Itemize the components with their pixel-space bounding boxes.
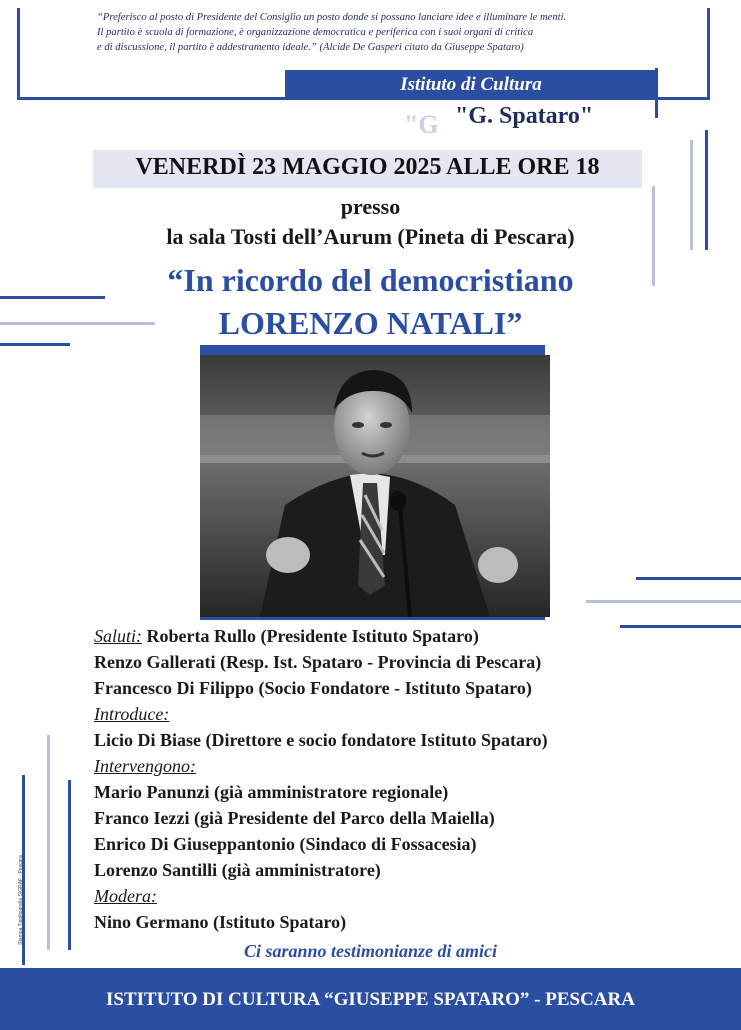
decor-line: [68, 780, 71, 950]
intervengono-label: Intervengono:: [94, 756, 196, 776]
saluti-row: [94, 624, 714, 648]
speaker: Lorenzo Santilli (già amministratore): [94, 860, 381, 880]
quote-line: “Preferisco al posto di Presidente del Consiglio un posto donde si possano lanciare idee e illuminare le menti.: [97, 12, 567, 23]
event-date: VENERDÌ 23 MAGGIO 2025 ALLE ORE 18: [135, 154, 600, 180]
institute-name: "G. Spataro": [455, 103, 594, 129]
speaker: Roberta Rullo (Presidente Istituto Spataro): [146, 626, 479, 646]
event-venue: la sala Tosti dell’Aurum (Pineta di Pescara): [166, 224, 575, 249]
speaker: Nino Germano (Istituto Spataro): [94, 912, 347, 932]
speaker: Francesco Di Filippo (Socio Fondatore - Istituto Spataro): [94, 678, 532, 698]
quote-line: Il partito è scuola di formazione, è organizzazione democratica e periferica con i suoi organi di critica: [97, 27, 534, 38]
decor-line: [586, 600, 741, 603]
speaker: Licio Di Biase (Direttore e socio fondatore Istituto Spataro): [94, 730, 548, 750]
intervengono-row: [94, 754, 714, 778]
testimonianze-note: Ci saranno testimonianze di amici: [243, 941, 498, 961]
decor-line: [47, 735, 50, 950]
decor-line: [0, 343, 70, 346]
saluti-label: Saluti:: [94, 626, 142, 646]
printer-credit: [11, 830, 31, 970]
printer-credit-text: Stampa Tipolitografia SIGRAF - Pescara: [18, 855, 24, 945]
quote-text: [97, 10, 677, 55]
event-title-line1: “In ricordo del democristiano: [167, 262, 574, 298]
footer-text: ISTITUTO DI CULTURA “GIUSEPPE SPATARO” - PESCARA: [106, 989, 635, 1010]
modera-label: Modera:: [94, 886, 157, 906]
event-title-line2: LORENZO NATALI”: [218, 305, 523, 341]
portrait-photo: [200, 355, 550, 617]
decor-line: [636, 577, 741, 580]
decor-line: [655, 68, 658, 118]
speaker: Mario Panunzi (già amministratore regionale): [94, 782, 449, 802]
speaker: Renzo Gallerati (Resp. Ist. Spataro - Provincia di Pescara): [94, 652, 542, 672]
speaker: Enrico Di Giuseppantonio (Sindaco di Fossacesia): [94, 834, 477, 854]
introduce-label: Introduce:: [94, 704, 170, 724]
introduce-row: [94, 702, 714, 726]
speaker: Franco Iezzi (già Presidente del Parco della Maiella): [94, 808, 495, 828]
institute-label: Istituto di Cultura: [400, 74, 542, 95]
modera-row: [94, 884, 714, 908]
quote-line: e di discussione, il partito è addestramento ideale.” (Alcide De Gasperi citato da Giuseppe Spataro): [97, 42, 524, 53]
event-presso: presso: [340, 194, 401, 219]
institute-ghost-text: "G: [404, 110, 439, 139]
